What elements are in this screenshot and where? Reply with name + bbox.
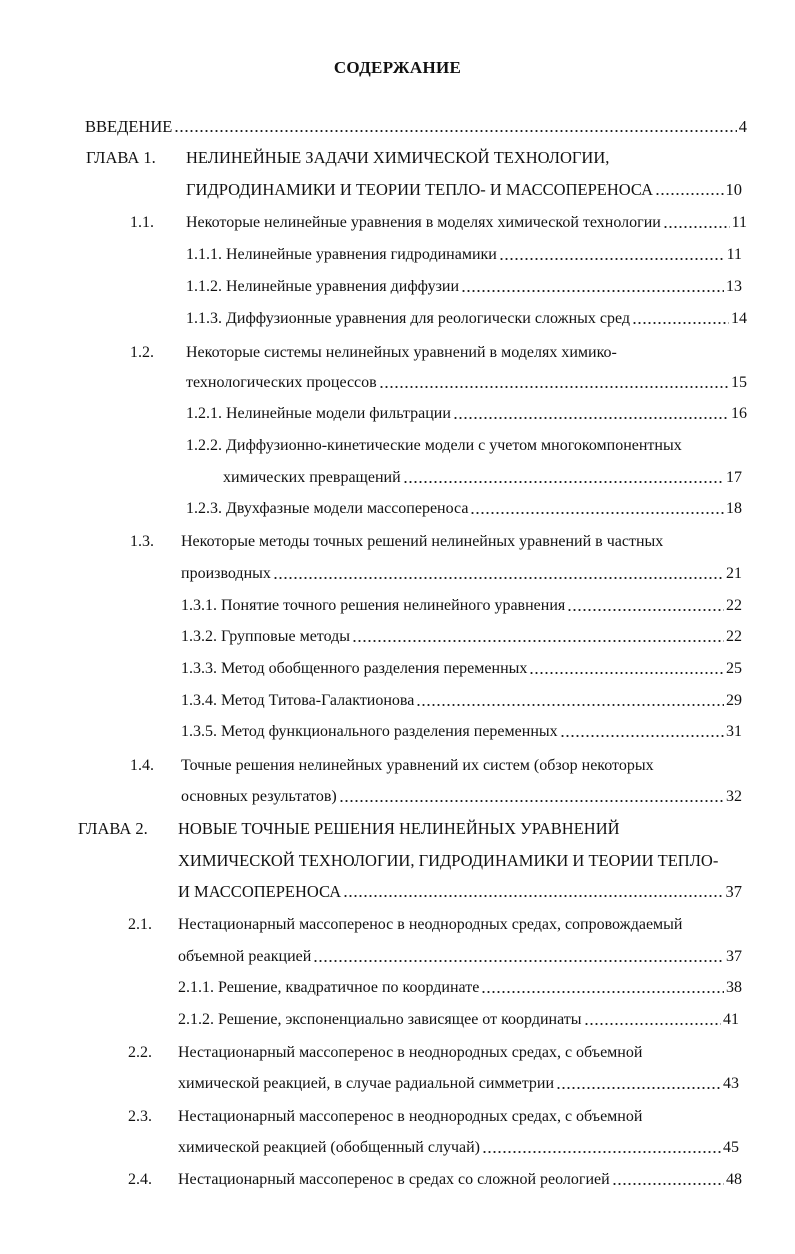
toc-entry[interactable] (186, 369, 747, 393)
toc-entry[interactable] (181, 623, 742, 647)
leader-dots (403, 468, 724, 488)
toc-entry[interactable] (178, 1103, 747, 1127)
leader-dots (567, 596, 724, 616)
toc-entry[interactable] (223, 464, 742, 488)
leader-dots (655, 180, 724, 200)
toc-entry[interactable] (178, 1006, 739, 1030)
toc-entry-text: 1.3.3. Метод обобщенного разделения переменных (181, 660, 528, 677)
toc-entry[interactable] (85, 113, 747, 137)
toc-entry-text: химической реакцией, в случае радиальной симметрии (178, 1075, 555, 1092)
toc-page-number: 22 (726, 597, 742, 614)
toc-page-number: 16 (731, 405, 747, 422)
toc-entry[interactable] (186, 495, 742, 519)
toc-page-number: 21 (726, 565, 742, 582)
leader-dots (470, 499, 724, 519)
toc-page-number: 11 (731, 214, 747, 231)
toc-page-number: 45 (723, 1139, 739, 1156)
toc-page-number: 32 (726, 788, 742, 805)
page-title: СОДЕРЖАНИЕ (333, 58, 462, 77)
toc-entry[interactable] (181, 528, 747, 552)
leader-dots (343, 882, 723, 902)
toc-entry-text: НЕЛИНЕЙНЫЕ ЗАДАЧИ ХИМИЧЕСКОЙ ТЕХНОЛОГИИ, (186, 148, 610, 167)
toc-page-number: 38 (726, 979, 742, 996)
leader-dots (273, 564, 724, 584)
toc-page-number: 18 (726, 500, 742, 517)
toc-entry[interactable] (178, 1039, 747, 1063)
leader-dots (584, 1010, 721, 1030)
toc-entry-text: 1.1.2. Нелинейные уравнения диффузии (186, 278, 460, 295)
toc-entry-text: 1.3.4. Метод Титова-Галактионова (181, 692, 415, 709)
toc-number: ГЛАВА 1. (86, 148, 156, 167)
toc-entry-text: 1.3.1. Понятие точного решения нелинейного уравнения (181, 597, 566, 614)
leader-dots (663, 213, 730, 233)
toc-entry[interactable] (178, 815, 747, 839)
toc-page-number: 4 (738, 117, 747, 136)
toc-entry-text: объемной реакцией (178, 948, 312, 965)
leader-dots (352, 627, 724, 647)
toc-entry-text: 1.1.1. Нелинейные уравнения гидродинамики (186, 246, 497, 263)
toc-entry[interactable] (178, 974, 742, 998)
toc-page-number: 13 (726, 278, 742, 295)
toc-entry-text: 1.2.1. Нелинейные модели фильтрации (186, 405, 451, 422)
toc-entry[interactable] (181, 752, 747, 776)
toc-page-number: 37 (726, 948, 742, 965)
leader-dots (174, 117, 736, 137)
toc-entry-text: Нестационарный массоперенос в неоднородных средах, сопровождаемый (178, 916, 683, 933)
leader-dots (482, 1138, 721, 1158)
toc-entry[interactable] (178, 878, 742, 902)
toc-entry[interactable] (178, 943, 742, 967)
toc-entry-text: Точные решения нелинейных уравнений их систем (обзор некоторых (181, 757, 654, 774)
toc-entry[interactable] (186, 305, 747, 329)
leader-dots (632, 309, 729, 329)
toc-entry[interactable] (178, 911, 747, 935)
toc-entry-text: Некоторые нелинейные уравнения в моделях химической технологии (186, 214, 661, 231)
toc-entry[interactable] (186, 273, 742, 297)
toc-entry-text: химической реакцией (обобщенный случай) (178, 1139, 480, 1156)
leader-dots (560, 722, 724, 742)
leader-dots (379, 373, 729, 393)
toc-page-number: 37 (725, 882, 742, 901)
toc-entry[interactable] (186, 209, 747, 233)
toc-number: 2.4. (128, 1171, 152, 1188)
toc-entry[interactable] (186, 400, 747, 424)
toc-entry-text: 1.2.3. Двухфазные модели массопереноса (186, 500, 469, 517)
leader-dots (499, 245, 725, 265)
toc-entry[interactable] (181, 655, 742, 679)
toc-number: 1.3. (130, 533, 154, 550)
toc-number: 1.4. (130, 757, 154, 774)
leader-dots (556, 1074, 721, 1094)
toc-entry-text: ВВЕДЕНИЕ (85, 117, 173, 136)
toc-entry[interactable] (186, 339, 747, 363)
toc-page-number: 29 (726, 692, 742, 709)
toc-entry-text: Нестационарный массоперенос в неоднородных средах, с объемной (178, 1108, 643, 1125)
toc-entry-text: технологических процессов (186, 374, 377, 391)
toc-entry[interactable] (186, 432, 747, 456)
toc-page-number: 15 (731, 374, 747, 391)
leader-dots (529, 659, 724, 679)
toc-entry[interactable] (181, 718, 742, 742)
toc-entry-text: И МАССОПЕРЕНОСА (178, 882, 342, 901)
toc-number: 1.1. (130, 214, 154, 231)
toc-entry-text: 2.1.2. Решение, экспоненциально зависящее от координаты (178, 1011, 582, 1028)
toc-entry[interactable] (178, 847, 747, 871)
toc-page-number: 10 (725, 180, 742, 199)
toc-number: 2.1. (128, 916, 152, 933)
toc-entry-text: химических превращений (223, 469, 401, 486)
leader-dots (453, 404, 729, 424)
toc-entry[interactable] (181, 592, 742, 616)
toc-entry-text: 1.3.2. Групповые методы (181, 628, 350, 645)
toc-entry-text: Некоторые методы точных решений нелинейных уравнений в частных (181, 533, 664, 550)
toc-entry[interactable] (181, 783, 742, 807)
toc-entry-text: 1.2.2. Диффузионно-кинетические модели с учетом многокомпонентных (186, 437, 682, 454)
toc-page-number: 41 (723, 1011, 739, 1028)
toc-entry-text: Нестационарный массоперенос в средах со сложной реологией (178, 1171, 610, 1188)
toc-entry[interactable] (178, 1166, 742, 1190)
toc-page-number: 48 (726, 1171, 742, 1188)
toc-number: 2.3. (128, 1108, 152, 1125)
toc-page-number: 22 (726, 628, 742, 645)
toc-entry[interactable] (186, 241, 742, 265)
toc-entry[interactable] (178, 1134, 739, 1158)
toc-entry-text: 2.1.1. Решение, квадратичное по координате (178, 979, 480, 996)
toc-entry[interactable] (181, 560, 742, 584)
leader-dots (461, 277, 724, 297)
leader-dots (416, 691, 724, 711)
toc-entry-text: ГИДРОДИНАМИКИ И ТЕОРИИ ТЕПЛО- И МАССОПЕРЕНОСА (186, 180, 653, 199)
toc-entry-text: 1.3.5. Метод функционального разделения переменных (181, 723, 558, 740)
toc-entry-text: Нестационарный массоперенос в неоднородных средах, с объемной (178, 1044, 643, 1061)
toc-entry[interactable] (178, 1070, 739, 1094)
toc-entry-text: производных (181, 565, 271, 582)
toc-entry-text: основных результатов) (181, 788, 337, 805)
toc-page-number: 43 (723, 1075, 739, 1092)
toc-number: 1.2. (130, 344, 154, 361)
leader-dots (339, 787, 724, 807)
toc-entry[interactable] (186, 144, 747, 168)
toc-page-number: 31 (726, 723, 742, 740)
toc-page-number: 11 (726, 246, 742, 263)
toc-entry-text: ХИМИЧЕСКОЙ ТЕХНОЛОГИИ, ГИДРОДИНАМИКИ И ТЕОРИИ ТЕПЛО- (178, 851, 719, 870)
toc-entry-text: 1.1.3. Диффузионные уравнения для реологически сложных сред (186, 310, 631, 327)
toc-number: ГЛАВА 2. (78, 819, 148, 838)
toc-entry[interactable] (186, 176, 742, 200)
toc-number: 2.2. (128, 1044, 152, 1061)
leader-dots (612, 1170, 724, 1190)
toc-entry-text: НОВЫЕ ТОЧНЫЕ РЕШЕНИЯ НЕЛИНЕЙНЫХ УРАВНЕНИЙ (178, 819, 620, 838)
leader-dots (481, 978, 724, 998)
leader-dots (313, 947, 724, 967)
toc-page-number: 25 (726, 660, 742, 677)
toc-page-number: 14 (731, 310, 747, 327)
toc-entry-text: Некоторые системы нелинейных уравнений в моделях химико- (186, 344, 617, 361)
toc-entry[interactable] (181, 687, 742, 711)
toc-page-number: 17 (726, 469, 742, 486)
